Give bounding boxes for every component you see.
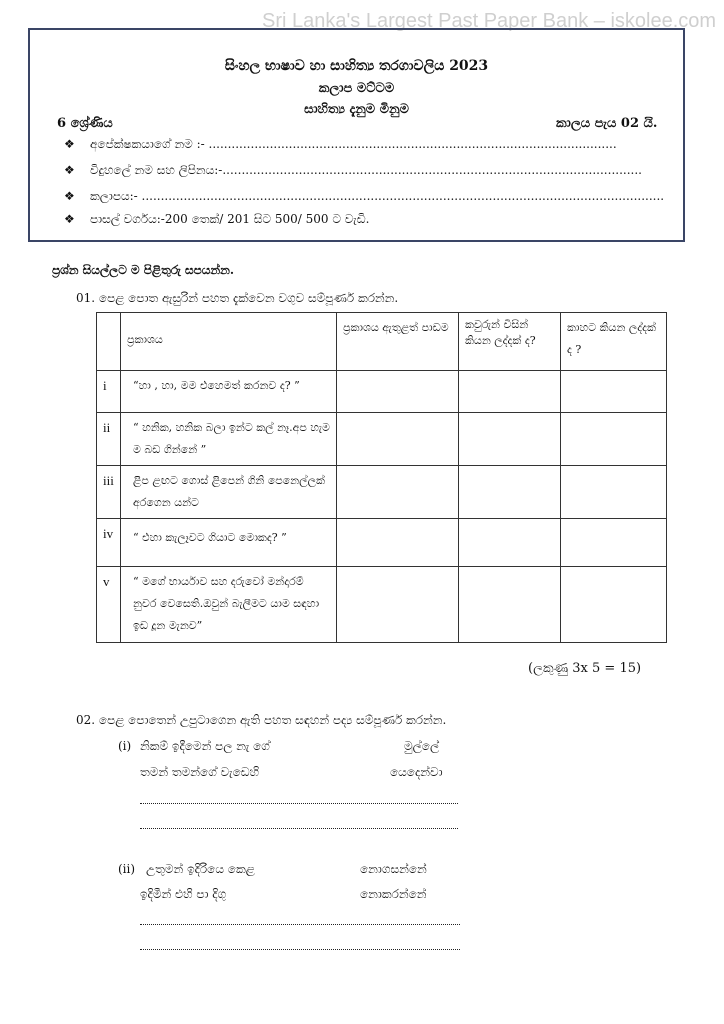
table-row (97, 413, 667, 466)
table-row (97, 519, 667, 567)
exam-subject: සාහිත්‍ය දැනුම මිනුම (304, 102, 409, 117)
table-row (97, 466, 667, 519)
question-2-text: 02. පෙළ පොතෙන් උපුටාගෙන ඇති පහත සඳහන් පද්‍ය සම්පූර්ණ කරන්න. (76, 713, 447, 727)
row-number: i (97, 371, 121, 413)
poem-2-label: (ii) (118, 862, 136, 876)
exam-header-box (28, 28, 685, 242)
candidate-name-field (64, 137, 617, 152)
grade-label: 6 ශ්‍රේණිය (57, 116, 113, 131)
table-header-cell: කවුරුන් විසින් කියන ලද්දක් ද? (459, 313, 561, 371)
instructions: ප්‍රශ්න සියල්ලට ම පිළිතුරු සපයන්න. (52, 263, 235, 277)
poem-1-line-2b: යෙදෙන්වා (390, 765, 443, 779)
answer-line[interactable] (140, 803, 458, 804)
exam-title: සිංහල භාෂාව හා සාහිත්‍ය තරගාවලිය 2023 (224, 58, 489, 74)
diamond-bullet-icon: ❖ (64, 137, 75, 151)
question-1-text: 01. පෙළ පොත ඇසුරින් පහත දැක්වෙන වගුව සම්පූර්ණ කරන්න. (76, 291, 399, 305)
answer-cell-speaker[interactable] (459, 519, 561, 567)
poem-1-line-2a: තමන් තමන්ගේ වැඩෙහි (140, 765, 260, 779)
table-header-cell: ප්‍රකාශය ඇතුළත් පාඩම (337, 313, 459, 371)
answer-cell-listener[interactable] (561, 466, 667, 519)
diamond-bullet-icon: ❖ (64, 212, 75, 226)
answer-cell-listener[interactable] (561, 371, 667, 413)
answer-cell-listener[interactable] (561, 519, 667, 567)
answer-cell-lesson[interactable] (337, 519, 459, 567)
poem-2-line-2b: නොකරන්නේ (360, 887, 427, 901)
school-address-field (64, 163, 642, 178)
row-number: iii (97, 466, 121, 519)
table-row (97, 371, 667, 413)
time-label: කාලය පැය 02 යි. (556, 116, 658, 131)
row-number: ii (97, 413, 121, 466)
poem-1-label: (i) (118, 739, 132, 753)
answer-line[interactable] (140, 924, 460, 925)
poem-1-line-1a: නිකම් ඉදීමෙන් පල නැ ගේ (140, 739, 270, 753)
row-number: iv (97, 519, 121, 567)
poem-2-line-2a: ඉදිමීන් එහි පා දිගු (140, 887, 227, 901)
answer-cell-speaker[interactable] (459, 466, 561, 519)
row-statement: “ මගේ භාර්යාව සහ දරුවෝ මන්දාරම් නුවර වෙසෙති.ඔවුන් බැලීමට යාම සඳහා ඉඩ දූන මැනව” (121, 567, 337, 643)
answer-cell-listener[interactable] (561, 567, 667, 643)
answer-cell-lesson[interactable] (337, 371, 459, 413)
poem-2-line-1b: නොගසන්නේ (360, 862, 427, 876)
answer-cell-speaker[interactable] (459, 567, 561, 643)
zone-label: කලාපය:- ......................................................................................................................................... (90, 189, 665, 203)
diamond-bullet-icon: ❖ (64, 189, 75, 203)
answer-cell-speaker[interactable] (459, 413, 561, 466)
poem-1-line-1b: මුල්ලේ (404, 739, 440, 753)
table-header-row (97, 313, 667, 371)
watermark: Sri Lanka's Largest Past Paper Bank – iskolee.com (262, 10, 717, 32)
answer-cell-lesson[interactable] (337, 413, 459, 466)
answer-cell-listener[interactable] (561, 413, 667, 466)
school-type-label: පාසල් වර්ගය:-200 තෙක්/ 201 සිට 500/ 500 ට වැඩි. (90, 212, 370, 226)
table-header-cell: ප්‍රකාශය (121, 313, 337, 371)
answer-cell-lesson[interactable] (337, 466, 459, 519)
diamond-bullet-icon: ❖ (64, 163, 75, 177)
row-statement: “ එහා කැලෑවට ගියාට මොකද? ” (121, 519, 337, 567)
school-address-label: විදුහලේ නම සහ ලිපිනය:-.............................................................................................................. (90, 163, 642, 177)
row-statement: ළිප ළඟට ගොස් ළිපෙන් ගිනි පෙනෙල්ලක් අරගෙන යන්ට (121, 466, 337, 519)
table-row (97, 567, 667, 643)
zone-field (64, 189, 664, 204)
candidate-name-label: අපේක්ෂකයාගේ නම :- ........................................................................................................... (90, 137, 617, 151)
answer-line[interactable] (140, 949, 460, 950)
poem-2-line-1a: උතුමන් ඉදිරියෙ කෙළ (146, 862, 255, 876)
question-1-table (96, 312, 667, 643)
table-header-cell (97, 313, 121, 371)
school-type-field (64, 212, 369, 227)
answer-cell-lesson[interactable] (337, 567, 459, 643)
answer-line[interactable] (140, 828, 458, 829)
row-statement: “හා , හා, මම එහෙමත් කරනව ද? ” (121, 371, 337, 413)
table-header-cell: කාහට කියන ලද්දක් ද ? (561, 313, 667, 371)
question-1-marks: (ලකුණු 3x 5 = 15) (528, 661, 642, 676)
row-number: v (97, 567, 121, 643)
row-statement: “ හනික, හනික බලා ඉන්ට කල් නෑ.අප හැම ම බඩ ගින්නේ ” (121, 413, 337, 466)
exam-level: කලාප මට්ටම (318, 81, 395, 96)
answer-cell-speaker[interactable] (459, 371, 561, 413)
